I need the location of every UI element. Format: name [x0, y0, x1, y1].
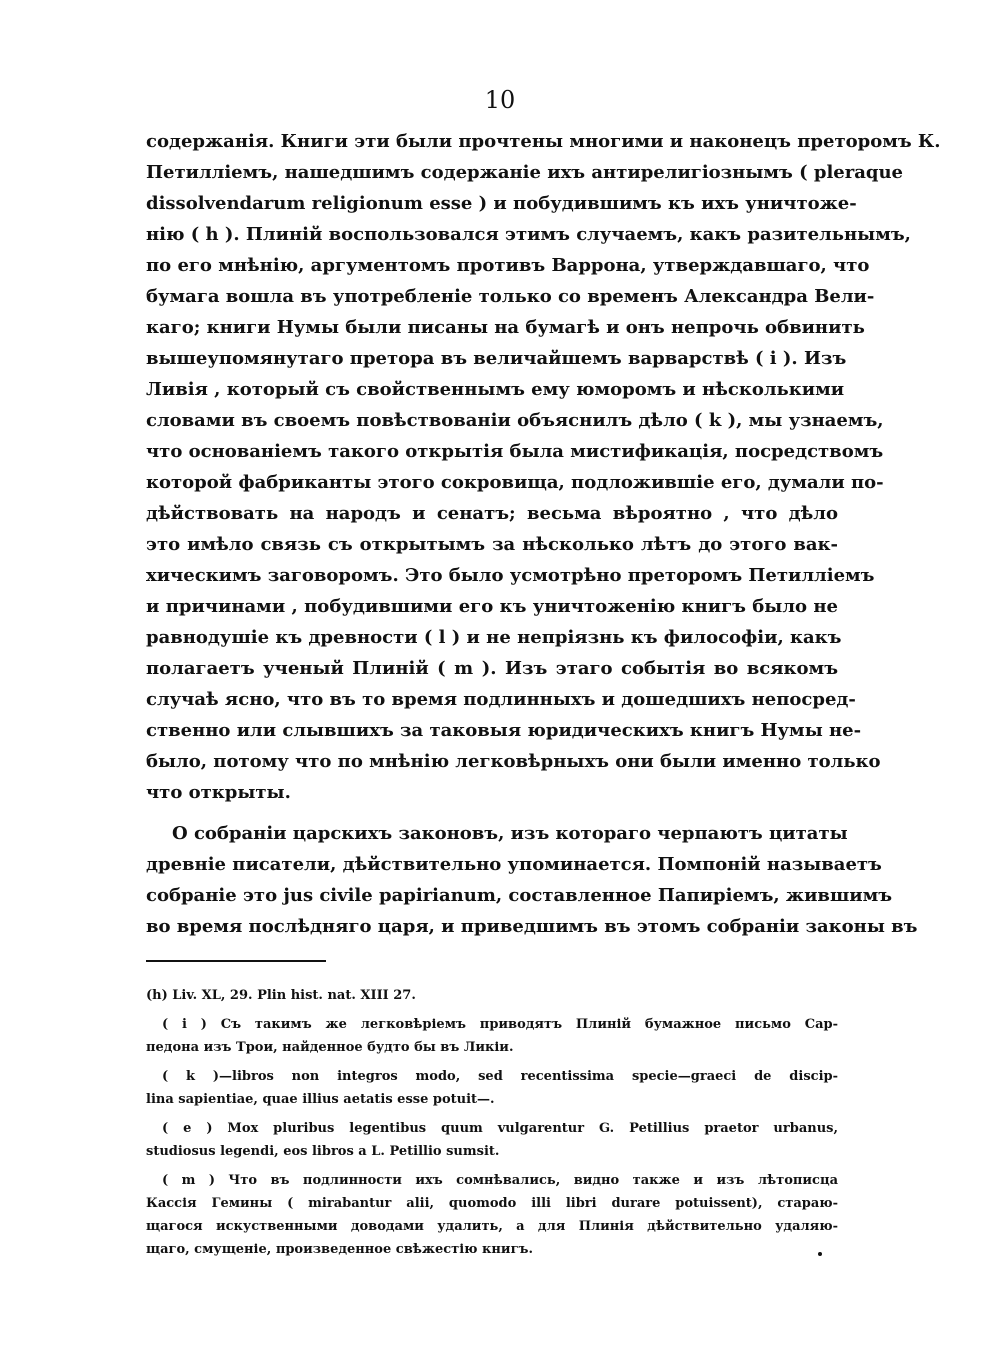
text-line: Ливія , который съ свойственнымъ ему юморомъ и нѣсколькими	[146, 379, 845, 400]
text-line: каго; книги Нумы были писаны на бумагѣ и онъ непрочь обвинить	[146, 317, 865, 338]
footnote-k: ( k )—libros non integros modo, sed recentissima specie—graeci de discip-	[162, 1069, 838, 1084]
text-line: по его мнѣнію, аргументомъ противъ Варрона, утверждавшаго, что	[146, 255, 870, 276]
footnote-m: ( m ) Что въ подлинности ихъ сомнѣвались, видно также и изъ лѣтописца	[162, 1173, 838, 1188]
text-line: словами въ своемъ повѣствованіи объяснилъ дѣло ( k ), мы узнаемъ,	[146, 410, 884, 431]
text-line: ственно или слывшихъ за таковыя юридическихъ книгъ Нумы не-	[146, 720, 862, 741]
paragraph-gap	[146, 808, 838, 818]
text-line: что открыты.	[146, 782, 291, 803]
footnote-divider	[146, 960, 326, 962]
text-line: dissolvendarum religionum esse ) и побудившимъ къ ихъ уничтоже-	[146, 193, 857, 214]
text-line: собраніе это jus civile papirianum, составленное Папиріемъ, жившимъ	[146, 885, 893, 906]
text-line: хическимъ заговоромъ. Это было усмотрѣно преторомъ Петилліемъ	[146, 565, 875, 586]
footnote-i-cont: педона изъ Трои, найденное будто бы въ Ликіи.	[146, 1040, 514, 1055]
text-line: нію ( h ). Плиній воспользовался этимъ случаемъ, какъ разительнымъ,	[146, 224, 911, 245]
text-line: и причинами , побудившими его къ уничтоженію книгъ было не	[146, 596, 838, 617]
footnotes	[146, 984, 838, 1261]
text-line: Петилліемъ, нашедшимъ содержаніе ихъ антирелигіознымъ ( pleraque	[146, 162, 904, 183]
text-line: во время послѣдняго царя, и приведшимъ въ этомъ собраніи законы въ	[146, 916, 918, 937]
text-line: это имѣло связь съ открытымъ за нѣсколько лѣтъ до этого вак-	[146, 534, 838, 555]
footnote-l: ( e ) Mox pluribus legentibus quum vulgarentur G. Petillius praetor urbanus,	[162, 1121, 838, 1136]
text-line: что основаніемъ такого открытія была мистификація, посредствомъ	[146, 441, 884, 462]
text-line: древніе писатели, дѣйствительно упоминается. Помпоній называетъ	[146, 854, 882, 875]
text-line: которой фабриканты этого сокровища, подложившіе его, думали по-	[146, 472, 884, 493]
text-line: вышеупомянутаго претора въ величайшемъ варварствѣ ( i ). Изъ	[146, 348, 847, 369]
page-number: 10	[484, 86, 516, 114]
text-line: дѣйствовать на народъ и сенатъ; весьма вѣроятно , что дѣло	[146, 503, 838, 524]
text-line: содержанія. Книги эти были прочтены многими и наконецъ преторомъ К.	[146, 131, 941, 152]
footnote-k-cont: lina sapientiae, quae illius aetatis esse potuit—.	[146, 1092, 495, 1107]
footnote-l-cont: studiosus legendi, eos libros a L. Petillio sumsit.	[146, 1144, 500, 1159]
text-line: равнодушіе къ древности ( l ) и не непріязнь къ философіи, какъ	[146, 627, 842, 648]
text-line: полагаетъ ученый Плиній ( m ). Изъ этаго событія во всякомъ	[146, 658, 838, 679]
text-line: бумага вошла въ употребленіе только со временъ Александра Вели-	[146, 286, 875, 307]
text-line: было, потому что по мнѣнію легковѣрныхъ они были именно только	[146, 751, 881, 772]
ink-speck	[818, 1252, 822, 1256]
paragraph-first-line: О собраніи царскихъ законовъ, изъ котораго черпаютъ цитаты	[172, 823, 848, 844]
footnote-i: ( i ) Съ такимъ же легковѣріемъ приводятъ Плиній бумажное письмо Сар-	[162, 1017, 838, 1032]
footnote-m-cont: щаго, смущеніе, произведенное свѣжестію книгъ.	[146, 1242, 534, 1257]
footnote-m-cont: Кассія Гемины ( mirabantur alii, quomodo illi libri durare potuissent), стараю-	[146, 1196, 838, 1211]
main-body-text	[146, 126, 941, 942]
footnote-m-cont: щагося искуственными доводами удалить, а для Плинія дѣйствительно удаляю-	[146, 1219, 838, 1234]
text-line: случаѣ ясно, что въ то время подлинныхъ и дошедшихъ непосред-	[146, 689, 856, 710]
footnote-h: (h) Liv. XL, 29. Plin hist. nat. XIII 27.	[146, 988, 416, 1003]
